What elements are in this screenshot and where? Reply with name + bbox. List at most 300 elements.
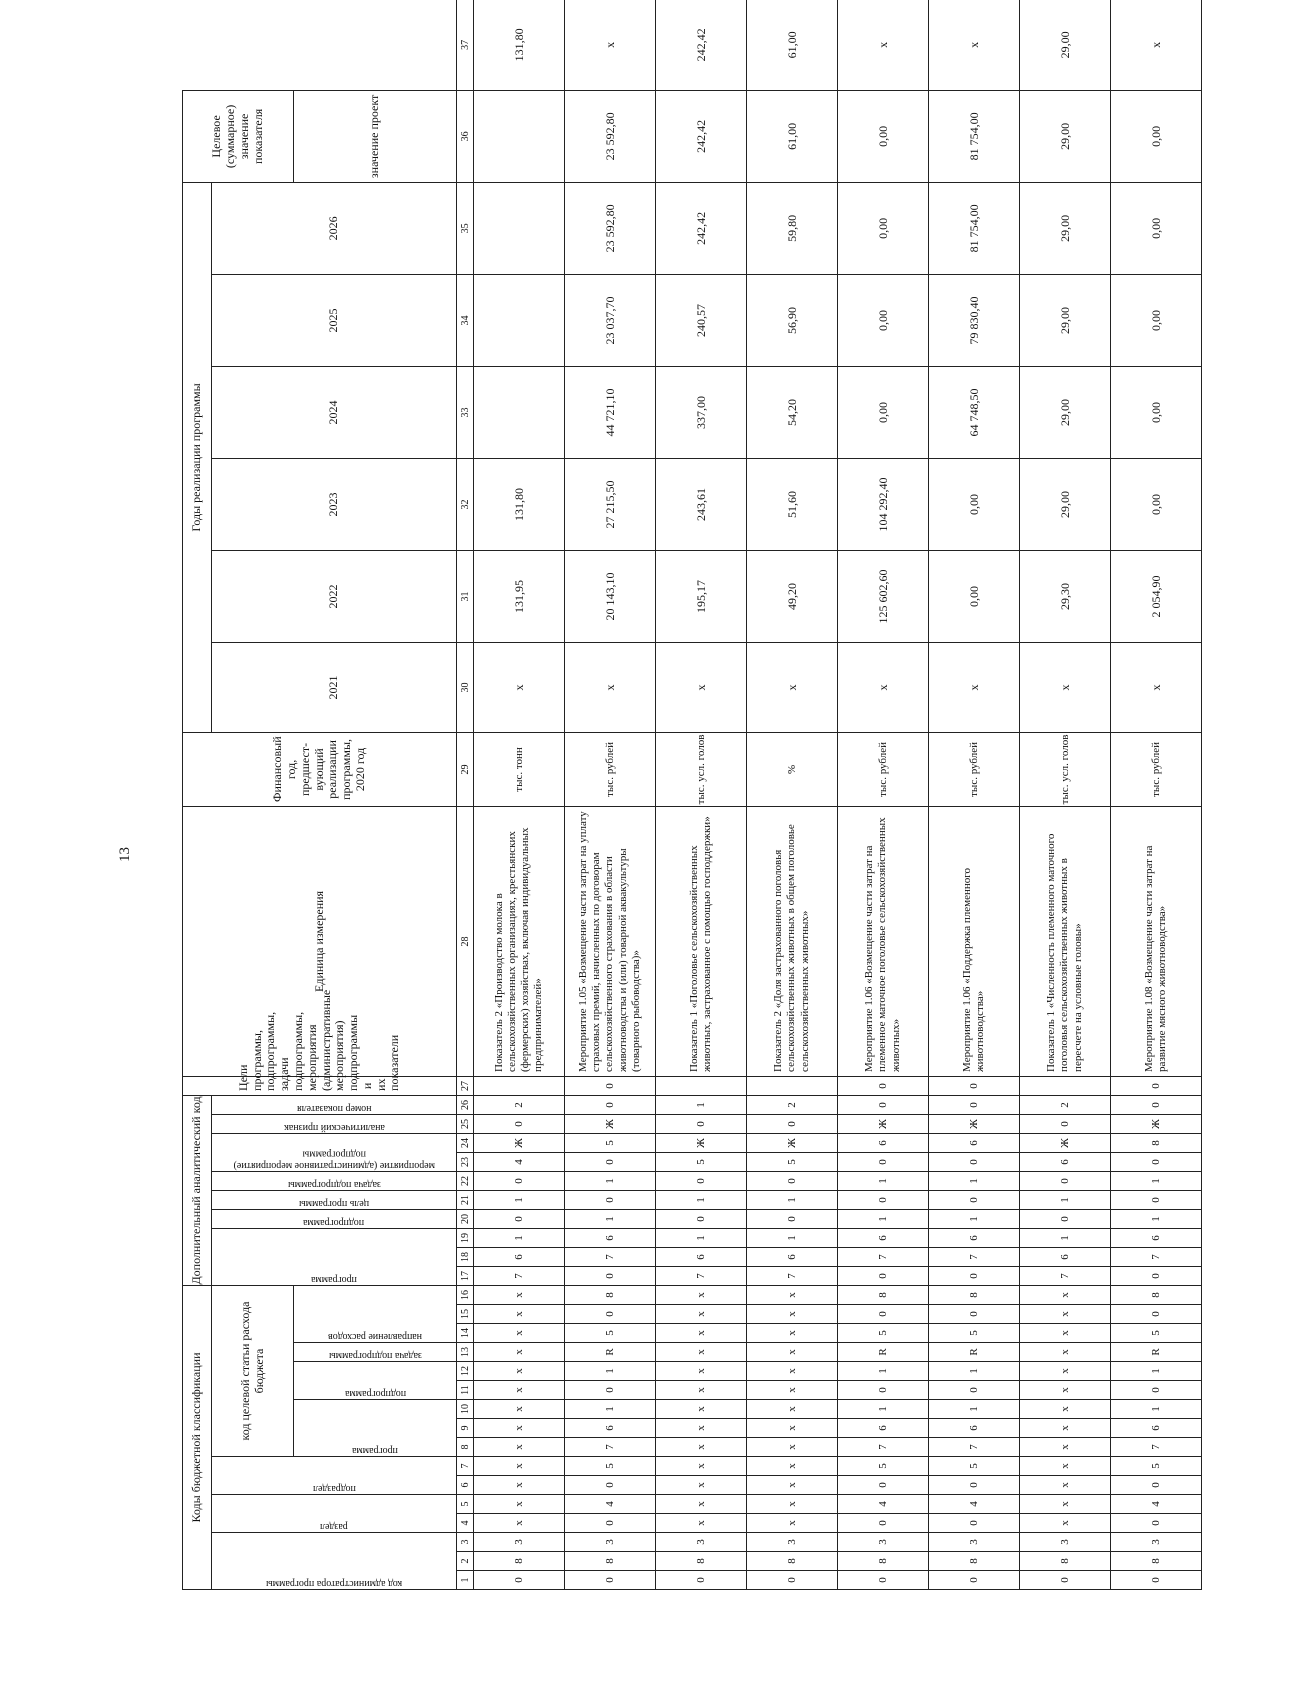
- code-cell: 6: [838, 1134, 929, 1153]
- code-cell: 0: [565, 1514, 656, 1533]
- code-cell: R: [565, 1343, 656, 1362]
- row-target: х: [838, 0, 929, 90]
- table-row: [747, 0, 838, 1590]
- code-cell: 0: [474, 1571, 565, 1590]
- code-cell: 0: [1111, 1476, 1202, 1495]
- row-year-value: 240,57: [656, 274, 747, 366]
- code-cell: 0: [747, 1571, 838, 1590]
- unit-header: Единица измерения: [183, 806, 457, 1076]
- code-cell: Ж: [838, 1115, 929, 1134]
- code-cell: 4: [838, 1495, 929, 1514]
- row-year-value: 2 054,90: [1111, 550, 1202, 642]
- code-cell: 7: [838, 1248, 929, 1267]
- code-cell: 5: [565, 1324, 656, 1343]
- code-cell: 0: [565, 1191, 656, 1210]
- code-cell: 3: [1020, 1533, 1111, 1552]
- code-cell: 1: [838, 1400, 929, 1419]
- code-cell: 0: [929, 1076, 1020, 1095]
- code-cell: 7: [838, 1438, 929, 1457]
- code-cell: х: [1020, 1324, 1111, 1343]
- row-year-value: 0,00: [838, 274, 929, 366]
- code-cell: 0: [747, 1210, 838, 1229]
- row-year-value: [474, 366, 565, 458]
- code-cell: 0: [929, 1267, 1020, 1286]
- code-cell: 0: [1111, 1514, 1202, 1533]
- code-cell: 6: [1111, 1419, 1202, 1438]
- code-cell: 1: [565, 1400, 656, 1419]
- table-row: [1020, 0, 1111, 1590]
- code-cell: 0: [747, 1115, 838, 1134]
- row-description: Показатель 1 «Численность племенного маточного поголовья сельскохозяйственных животных в пересчете на условные головы»: [1020, 806, 1111, 1076]
- row-year-value: 243,61: [656, 458, 747, 550]
- code-cell: 8: [838, 1286, 929, 1305]
- row-description: Мероприятие 1.08 «Возмещение части затрат на развитие мясного животноводства»: [1111, 806, 1202, 1076]
- row-year-value: 51,60: [747, 458, 838, 550]
- row-target: 242,42: [656, 0, 747, 90]
- code-cell: х: [474, 1286, 565, 1305]
- code-cell: 1: [929, 1172, 1020, 1191]
- code-cell: 8: [565, 1552, 656, 1571]
- code-cell: х: [656, 1419, 747, 1438]
- e-indicator-header: номер показателя: [212, 1076, 457, 1114]
- row-year-value: [474, 274, 565, 366]
- code-cell: 0: [565, 1153, 656, 1172]
- code-cell: х: [474, 1438, 565, 1457]
- column-number: 27: [457, 1076, 474, 1095]
- code-cell: 3: [1111, 1533, 1202, 1552]
- code-cell: х: [1020, 1286, 1111, 1305]
- code-cell: х: [474, 1305, 565, 1324]
- column-number: 18: [457, 1248, 474, 1267]
- code-cell: 0: [565, 1076, 656, 1095]
- code-cell: 7: [656, 1267, 747, 1286]
- column-number: 19: [457, 1229, 474, 1248]
- table-row: [1111, 0, 1202, 1590]
- code-cell: 5: [929, 1324, 1020, 1343]
- code-cell: 0: [929, 1153, 1020, 1172]
- code-cell: 0: [929, 1191, 1020, 1210]
- code-cell: х: [747, 1514, 838, 1533]
- code-cell: 0: [1111, 1267, 1202, 1286]
- code-cell: 1: [929, 1400, 1020, 1419]
- code-cell: х: [747, 1419, 838, 1438]
- code-cell: х: [474, 1324, 565, 1343]
- column-number: 9: [457, 1419, 474, 1438]
- code-cell: х: [747, 1362, 838, 1381]
- row-year-value: 61,00: [747, 90, 838, 182]
- code-cell: х: [656, 1343, 747, 1362]
- code-cell: 6: [929, 1229, 1020, 1248]
- row-unit: тыс. рублей: [929, 732, 1020, 806]
- year-2022: 2022: [212, 550, 457, 642]
- table-row: [565, 0, 656, 1590]
- row-year-value: 49,20: [747, 550, 838, 642]
- row-target: 61,00: [747, 0, 838, 90]
- code-cell: 0: [929, 1476, 1020, 1495]
- row-year-value: 195,17: [656, 550, 747, 642]
- row-year-value: 23 592,80: [565, 182, 656, 274]
- column-number: 5: [457, 1495, 474, 1514]
- code-cell: 0: [1020, 1571, 1111, 1590]
- code-cell: 0: [838, 1476, 929, 1495]
- column-number: 16: [457, 1286, 474, 1305]
- code-cell: х: [1020, 1514, 1111, 1533]
- column-number: 33: [457, 366, 474, 458]
- code-cell: 3: [747, 1533, 838, 1552]
- column-number: 3: [457, 1533, 474, 1552]
- code-cell: 3: [565, 1533, 656, 1552]
- code-cell: х: [747, 1495, 838, 1514]
- code-cell: 8: [1111, 1552, 1202, 1571]
- row-unit: тыс. усл. голов: [1020, 732, 1111, 806]
- column-number: 23: [457, 1153, 474, 1172]
- code-cell: 0: [838, 1571, 929, 1590]
- code-cell: 1: [1111, 1210, 1202, 1229]
- code-cell: 8: [929, 1286, 1020, 1305]
- code-cell: 6: [1020, 1153, 1111, 1172]
- column-number: 21: [457, 1191, 474, 1210]
- row-year-value: 0,00: [838, 366, 929, 458]
- code-cell: х: [747, 1438, 838, 1457]
- row-unit: %: [747, 732, 838, 806]
- direction-header: направление расходов: [294, 1286, 457, 1343]
- code-cell: х: [1020, 1343, 1111, 1362]
- code-cell: х: [656, 1457, 747, 1476]
- code-cell: 0: [1111, 1305, 1202, 1324]
- code-cell: 6: [1111, 1229, 1202, 1248]
- row-unit: тыс. рублей: [565, 732, 656, 806]
- row-year-value: 29,00: [1020, 182, 1111, 274]
- code-cell: 8: [1020, 1552, 1111, 1571]
- code-cell: х: [474, 1343, 565, 1362]
- code-cell: х: [747, 1457, 838, 1476]
- column-number: 1: [457, 1571, 474, 1590]
- code-cell: х: [474, 1419, 565, 1438]
- code-cell: 6: [747, 1248, 838, 1267]
- column-number: 34: [457, 274, 474, 366]
- subprogram-header: подпрограмма: [294, 1362, 457, 1400]
- code-cell: х: [656, 1324, 747, 1343]
- code-cell: 1: [565, 1172, 656, 1191]
- row-year-value: 20 143,10: [565, 550, 656, 642]
- code-cell: 0: [565, 1267, 656, 1286]
- row-description: Показатель 1 «Поголовье сельскохозяйственных животных, застрахованное с помощью господдержки»: [656, 806, 747, 1076]
- code-cell: 2: [474, 1095, 565, 1114]
- code-cell: 2: [747, 1095, 838, 1114]
- goals-header: Цели программы, подпрограммы, задачи подпрограммы, мероприятия (административные мероприятия) подпрограммы и их показатели: [183, 1076, 457, 1095]
- code-cell: 8: [1111, 1134, 1202, 1153]
- code-cell: 4: [474, 1153, 565, 1172]
- row-year-value: 81 754,00: [929, 90, 1020, 182]
- code-cell: х: [474, 1457, 565, 1476]
- code-cell: х: [1020, 1362, 1111, 1381]
- row-year-value: 59,80: [747, 182, 838, 274]
- code-cell: 0: [1111, 1076, 1202, 1095]
- code-cell: х: [474, 1381, 565, 1400]
- row-description: Мероприятие 1.06 «Поддержка племенного животноводства»: [929, 806, 1020, 1076]
- code-cell: х: [747, 1305, 838, 1324]
- code-cell: х: [656, 1381, 747, 1400]
- code-cell: 3: [929, 1533, 1020, 1552]
- code-cell: х: [1020, 1419, 1111, 1438]
- row-fin-year: х: [565, 642, 656, 732]
- code-cell: Ж: [1111, 1115, 1202, 1134]
- code-cell: 3: [474, 1533, 565, 1552]
- row-year-value: 131,80: [474, 458, 565, 550]
- code-cell: 0: [929, 1514, 1020, 1533]
- year-2026: 2026: [212, 182, 457, 274]
- code-cell: 5: [1111, 1324, 1202, 1343]
- code-cell: 3: [838, 1533, 929, 1552]
- column-number: 36: [457, 90, 474, 182]
- column-number: 2: [457, 1552, 474, 1571]
- code-cell: х: [1020, 1495, 1111, 1514]
- code-cell: х: [747, 1324, 838, 1343]
- code-cell: 7: [565, 1248, 656, 1267]
- code-cell: 6: [838, 1419, 929, 1438]
- e-program-header: программа: [212, 1229, 457, 1286]
- row-fin-year: х: [838, 642, 929, 732]
- row-year-value: 131,95: [474, 550, 565, 642]
- code-cell: 5: [838, 1324, 929, 1343]
- code-cell: Ж: [747, 1134, 838, 1153]
- column-number: 7: [457, 1457, 474, 1476]
- row-fin-year: х: [656, 642, 747, 732]
- code-cell: х: [474, 1362, 565, 1381]
- budget-codes-header: Коды бюджетной классификации: [183, 1286, 212, 1590]
- row-year-value: 0,00: [1111, 182, 1202, 274]
- column-number: 28: [457, 806, 474, 1076]
- code-cell: 1: [474, 1191, 565, 1210]
- code-cell: 7: [929, 1438, 1020, 1457]
- code-cell: 7: [474, 1267, 565, 1286]
- code-cell: 5: [565, 1134, 656, 1153]
- code-cell: х: [474, 1514, 565, 1533]
- code-cell: 0: [838, 1095, 929, 1114]
- column-number: 20: [457, 1210, 474, 1229]
- code-cell: 7: [565, 1438, 656, 1457]
- code-cell: 0: [929, 1305, 1020, 1324]
- column-number: 4: [457, 1514, 474, 1533]
- code-cell: 6: [565, 1419, 656, 1438]
- target-sub-header: значение проект: [294, 90, 457, 182]
- code-cell: 0: [838, 1153, 929, 1172]
- code-cell: 3: [656, 1533, 747, 1552]
- row-year-value: 0,00: [929, 458, 1020, 550]
- code-cell: 5: [656, 1153, 747, 1172]
- row-year-value: [474, 182, 565, 274]
- code-cell: 5: [747, 1153, 838, 1172]
- row-description: Мероприятие 1.06 «Возмещение части затрат на племенное маточное поголовье сельскохозяйственных животных»: [838, 806, 929, 1076]
- code-cell: 8: [474, 1552, 565, 1571]
- code-cell: 0: [474, 1115, 565, 1134]
- row-year-value: 125 602,60: [838, 550, 929, 642]
- years-group-header: Годы реализации программы: [183, 182, 212, 732]
- target-header: Целевое (суммарное) значение показателя: [183, 90, 294, 182]
- row-fin-year: х: [1111, 642, 1202, 732]
- code-cell: х: [1020, 1438, 1111, 1457]
- code-cell: 1: [838, 1172, 929, 1191]
- row-year-value: 104 292,40: [838, 458, 929, 550]
- row-target: х: [565, 0, 656, 90]
- code-cell: 5: [838, 1457, 929, 1476]
- code-cell: х: [747, 1400, 838, 1419]
- row-year-value: 29,30: [1020, 550, 1111, 642]
- code-cell: х: [1020, 1476, 1111, 1495]
- code-cell: 0: [474, 1210, 565, 1229]
- code-cell: 5: [565, 1457, 656, 1476]
- row-fin-year: х: [1020, 642, 1111, 732]
- row-unit: тыс. рублей: [1111, 732, 1202, 806]
- code-cell: 0: [929, 1095, 1020, 1114]
- code-cell: х: [1020, 1305, 1111, 1324]
- code-cell: х: [1020, 1381, 1111, 1400]
- code-cell: 5: [1111, 1457, 1202, 1476]
- code-cell: 1: [1111, 1362, 1202, 1381]
- code-cell: х: [1020, 1400, 1111, 1419]
- code-cell: х: [474, 1495, 565, 1514]
- code-cell: х: [474, 1476, 565, 1495]
- code-cell: х: [656, 1305, 747, 1324]
- code-cell: 0: [1020, 1115, 1111, 1134]
- row-year-value: 23 592,80: [565, 90, 656, 182]
- target-article-header: код целевой статьи расхода бюджета: [212, 1286, 294, 1457]
- row-year-value: 0,00: [1111, 90, 1202, 182]
- code-cell: 0: [565, 1095, 656, 1114]
- code-cell: 0: [656, 1172, 747, 1191]
- code-cell: 0: [1111, 1153, 1202, 1172]
- code-cell: R: [838, 1343, 929, 1362]
- column-number: 37: [457, 0, 474, 90]
- code-cell: х: [656, 1476, 747, 1495]
- code-cell: 0: [838, 1267, 929, 1286]
- code-cell: 6: [474, 1248, 565, 1267]
- column-number: 35: [457, 182, 474, 274]
- code-cell: 0: [747, 1172, 838, 1191]
- e-measure-header: мероприятие (административное мероприятие) подпрограммы: [212, 1134, 457, 1172]
- code-cell: 6: [929, 1134, 1020, 1153]
- row-description: Мероприятие 1.05 «Возмещение части затрат на уплату страховых премий, начисленных по договорам сельскохозяйственного страхования в области животноводства и (или) товарной аквакультуры (товарного рыбоводства)»: [565, 806, 656, 1076]
- code-cell: 4: [1111, 1495, 1202, 1514]
- row-year-value: 81 754,00: [929, 182, 1020, 274]
- code-cell: 7: [1020, 1267, 1111, 1286]
- row-unit: тыс. усл. голов: [656, 732, 747, 806]
- code-cell: 8: [838, 1552, 929, 1571]
- code-cell: 8: [747, 1552, 838, 1571]
- code-cell: 2: [1020, 1095, 1111, 1114]
- code-cell: х: [656, 1362, 747, 1381]
- row-year-value: 23 037,70: [565, 274, 656, 366]
- row-year-value: 0,00: [838, 182, 929, 274]
- code-cell: Ж: [656, 1134, 747, 1153]
- column-number: 29: [457, 732, 474, 806]
- code-cell: 6: [929, 1419, 1020, 1438]
- code-cell: 1: [747, 1229, 838, 1248]
- code-cell: 0: [838, 1305, 929, 1324]
- row-fin-year: х: [747, 642, 838, 732]
- code-cell: 4: [929, 1495, 1020, 1514]
- column-number: 10: [457, 1400, 474, 1419]
- code-cell: 6: [565, 1229, 656, 1248]
- code-cell: 0: [838, 1381, 929, 1400]
- row-target: 131,80: [474, 0, 565, 90]
- row-year-value: 242,42: [656, 182, 747, 274]
- code-cell: 1: [838, 1362, 929, 1381]
- row-year-value: 29,00: [1020, 366, 1111, 458]
- row-year-value: 29,00: [1020, 90, 1111, 182]
- code-cell: R: [1111, 1343, 1202, 1362]
- document-table: [182, 28, 1310, 1590]
- code-cell: 0: [1111, 1571, 1202, 1590]
- e-goal-header: цель программы: [212, 1191, 457, 1210]
- code-cell: 8: [656, 1552, 747, 1571]
- section-header: раздел: [212, 1495, 457, 1533]
- code-cell: 0: [565, 1381, 656, 1400]
- code-cell: Ж: [929, 1115, 1020, 1134]
- code-cell: х: [656, 1438, 747, 1457]
- code-cell: 6: [1020, 1248, 1111, 1267]
- code-cell: 7: [1111, 1248, 1202, 1267]
- code-cell: 6: [656, 1248, 747, 1267]
- code-cell: х: [656, 1514, 747, 1533]
- row-year-value: 56,90: [747, 274, 838, 366]
- column-number: 12: [457, 1362, 474, 1381]
- code-cell: 0: [565, 1476, 656, 1495]
- code-cell: 0: [929, 1571, 1020, 1590]
- code-cell: 1: [656, 1229, 747, 1248]
- table-row: [838, 0, 929, 1590]
- code-cell: 7: [747, 1267, 838, 1286]
- row-fin-year: х: [929, 642, 1020, 732]
- row-fin-year: х: [474, 642, 565, 732]
- code-cell: 1: [838, 1210, 929, 1229]
- subprogram-task-header: задача подпрограммы: [294, 1343, 457, 1362]
- code-cell: х: [1020, 1457, 1111, 1476]
- code-cell: 0: [1020, 1210, 1111, 1229]
- column-numbers-row: [457, 0, 474, 1590]
- code-cell: х: [656, 1400, 747, 1419]
- row-year-value: 79 830,40: [929, 274, 1020, 366]
- table-row: [929, 0, 1020, 1590]
- code-cell: 0: [656, 1210, 747, 1229]
- code-cell: 0: [474, 1172, 565, 1191]
- code-cell: 1: [929, 1362, 1020, 1381]
- row-year-value: 0,00: [838, 90, 929, 182]
- admin-code-header: код администратора программы: [212, 1533, 457, 1590]
- code-cell: 4: [565, 1495, 656, 1514]
- column-number: 24: [457, 1134, 474, 1153]
- row-year-value: 29,00: [1020, 274, 1111, 366]
- row-description: Показатель 2 «Производство молока в сельскохозяйственных организациях, крестьянских (фермерских) хозяйствах, включая индивидуальных предпринимателей»: [474, 806, 565, 1076]
- row-year-value: 242,42: [656, 90, 747, 182]
- subsection-header: подраздел: [212, 1457, 457, 1495]
- code-cell: [747, 1076, 838, 1095]
- code-cell: 6: [838, 1229, 929, 1248]
- code-cell: 1: [1020, 1229, 1111, 1248]
- column-number: 31: [457, 550, 474, 642]
- row-year-value: 54,20: [747, 366, 838, 458]
- code-cell: 0: [838, 1191, 929, 1210]
- code-cell: 1: [929, 1210, 1020, 1229]
- row-unit: тыс. тонн: [474, 732, 565, 806]
- code-cell: 0: [1111, 1191, 1202, 1210]
- code-cell: 8: [1111, 1286, 1202, 1305]
- code-cell: х: [747, 1343, 838, 1362]
- code-cell: R: [929, 1343, 1020, 1362]
- row-target: х: [1111, 0, 1202, 90]
- code-cell: Ж: [1020, 1134, 1111, 1153]
- code-cell: 1: [1111, 1400, 1202, 1419]
